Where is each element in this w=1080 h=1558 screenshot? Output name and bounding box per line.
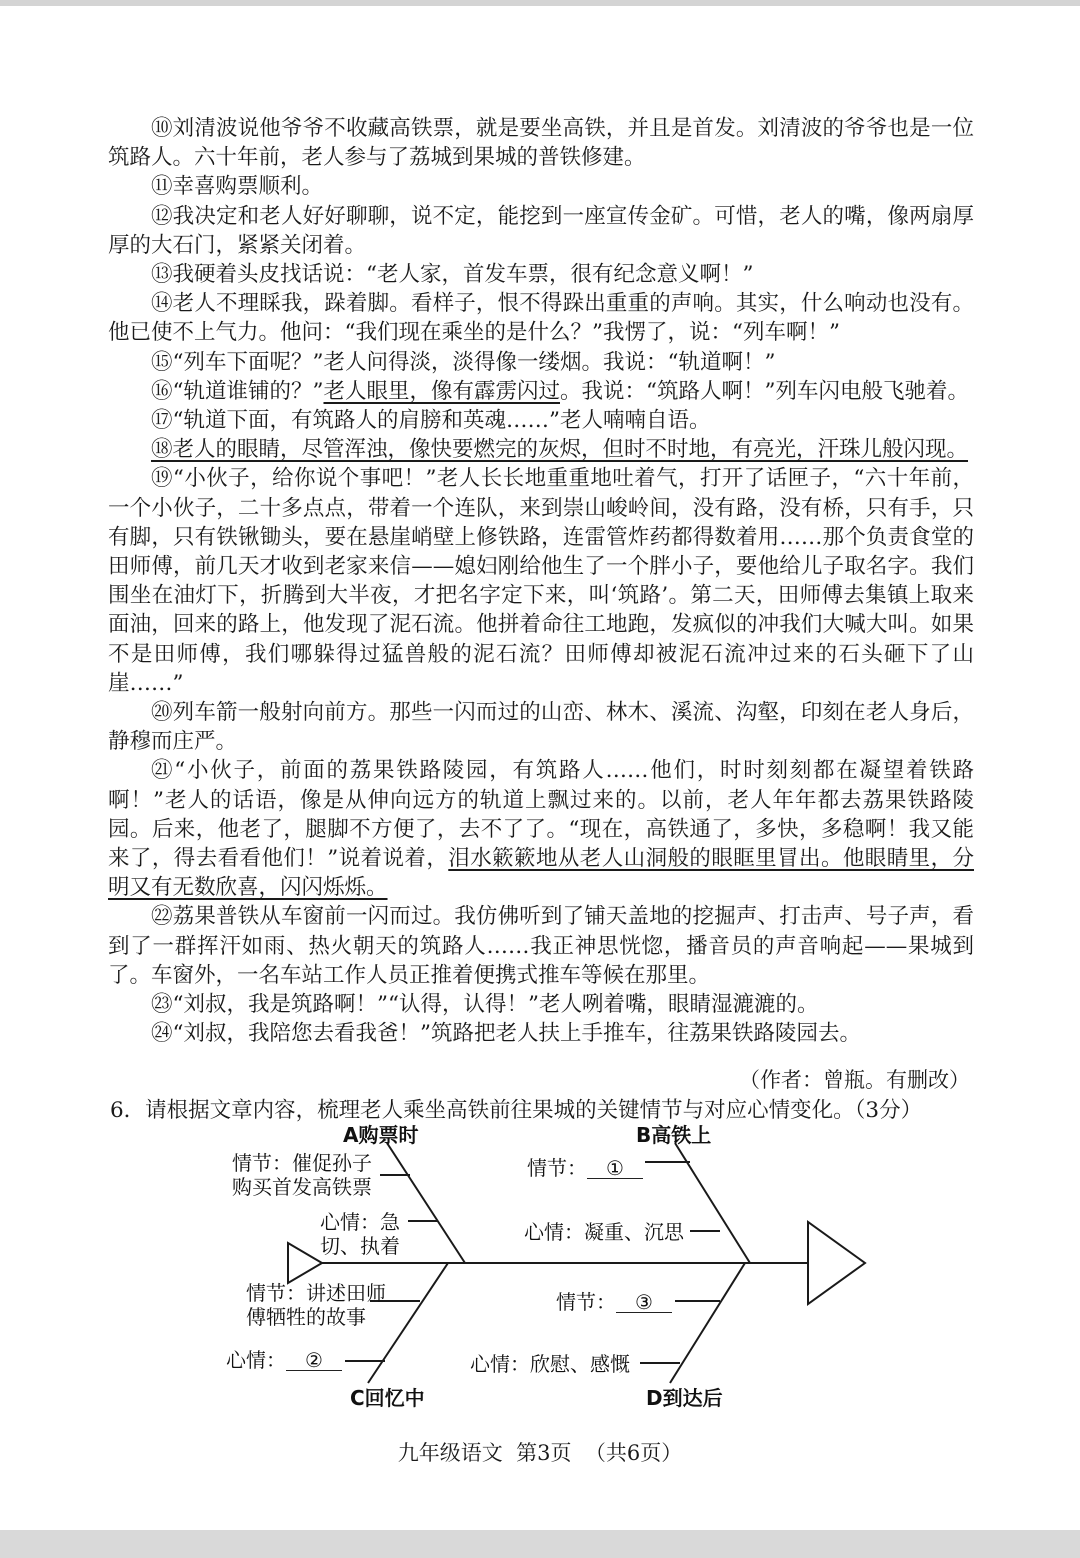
paragraph-text: ㉑“小伙子，前面的荔果铁路陵园，有筑路人……他们，时时刻刻都在凝望着铁路啊！”老人的话语，像是从伸向远方的轨道上飘过来的。以前，老人年年都去荔果铁路陵园。后来，他老了，腿脚不方便了，去不了了。“现在，高铁通了，多快，多稳啊！我又能来了，得去看看他们！”说着说着， [108,758,974,872]
paragraph [108,348,974,377]
paragraph-text: ⑰“轨道下面，有筑路人的肩膀和英魂……”老人喃喃自语。 [151,408,711,434]
answer-blank-1[interactable]: ① [587,1158,643,1179]
a-plot-line2: 购买首发高铁票 [232,1175,372,1199]
c-plot-line1: 情节：讲述田师 [246,1281,386,1305]
paragraph-text: ⑮“列车下面呢？”老人问得淡，淡得像一缕烟。我说：“轨道啊！” [151,349,776,375]
author-credit: （作者：曾瓶。有删改） [739,1068,970,1092]
paragraph [108,289,974,347]
b-mood: 心情：凝重、沉思 [524,1220,684,1244]
paragraph [108,406,974,435]
paragraph [108,756,974,902]
underlined-sentence: 老人眼里，像有霹雳闪过 [323,378,560,404]
paragraph [108,172,974,201]
a-mood-line2: 切、执着 [320,1234,400,1258]
c-mood [226,1348,342,1372]
c-plot-line2: 傅牺牲的故事 [246,1305,366,1329]
c-mood-label: 心情： [226,1348,286,1372]
b-plot-label: 情节： [527,1156,587,1180]
head-triangle [808,1222,865,1304]
b-plot [527,1156,643,1180]
paragraph [108,464,974,698]
paragraph-text: ㉔“刘叔，我陪您去看我爸！”筑路把老人扶上手推车，往荔果铁路陵园去。 [151,1021,861,1047]
question-6: 6．请根据文章内容，梳理老人乘坐高铁前往果城的关键情节与对应心情变化。（3分） [110,1098,923,1123]
d-plot-label: 情节： [556,1290,616,1314]
paragraph-text: ⑩刘清波说他爷爷不收藏高铁票，就是要坐高铁，并且是首发。刘清波的爷爷也是一位筑路人。六十年前，老人参与了荔城到果城的普铁修建。 [108,116,974,171]
underlined-sentence: 泪水簌簌地从老人山洞般的眼眶里冒出。他眼睛里，分明又有无数欣喜，闪闪烁烁。 [108,846,974,901]
tail-triangle [288,1243,322,1283]
paragraph-text: ⑪幸喜购票顺利。 [151,174,324,200]
label-d-title: D到达后 [646,1386,723,1410]
a-mood-line1: 心情：急 [320,1210,400,1234]
paragraph [108,902,974,990]
paragraph-text: ⑯“轨道谁铺的？” [151,378,324,404]
paragraph-text: ⑬我硬着头皮找话说：“老人家，首发车票，很有纪念意义啊！” [151,262,754,288]
paragraph-text: ⑳列车箭一般射向前方。那些一闪而过的山峦、林木、溪流、沟壑，印刻在老人身后，静穆而庄严。 [108,700,974,755]
paragraph [108,202,974,260]
bone-d [670,1263,745,1383]
d-plot [556,1290,672,1314]
paragraph [108,435,974,464]
a-plot-line1: 情节：催促孙子 [232,1151,372,1175]
paragraph [108,990,974,1019]
paragraph-text: ⑫我决定和老人好好聊聊，说不定，能挖到一座宣传金矿。可惜，老人的嘴，像两扇厚厚的大石门，紧紧关闭着。 [108,203,974,258]
paragraph-text: ⑭老人不理睬我，跺着脚。看样子，恨不得跺出重重的声响。其实，什么响动也没有。他已使不上气力。他问：“我们现在乘坐的是什么？”我愣了，说：“列车啊！” [108,291,974,346]
answer-blank-2[interactable]: ② [286,1350,342,1371]
paragraph [108,377,974,406]
paragraph [108,114,974,172]
page-footer: 九年级语文 第3页 （共6页） [397,1441,683,1465]
label-a-title: A购票时 [343,1123,419,1147]
paragraph [108,698,974,756]
paragraph-text: 。我说：“筑路人啊！”列车闪电般飞驰着。 [560,378,969,404]
scan-bottom-edge [0,1530,1080,1558]
paragraph [108,1019,974,1048]
paragraph-text: ㉒荔果普铁从车窗前一闪而过。我仿佛听到了铺天盖地的挖掘声、打击声、号子声，看到了一群挥汗如雨、热火朝天的筑路人……我正神思恍惚，播音员的声音响起——果城到了。车窗外，一名车站工作人员正推着便携式推车等候在那里。 [108,904,974,988]
answer-blank-3[interactable]: ③ [616,1292,672,1313]
paragraph [108,260,974,289]
passage-text [108,114,974,1049]
label-c-title: C回忆中 [350,1386,425,1410]
paragraph-text: ㉓“刘叔，我是筑路啊！”“认得，认得！”老人咧着嘴，眼睛湿漉漉的。 [151,992,819,1018]
fishbone-diagram [0,1115,1080,1415]
underlined-sentence: ⑱老人的眼睛，尽管浑浊，像快要燃完的灰烬，但时不时地，有亮光，汗珠儿般闪现。 [151,437,969,463]
paragraph-text: ⑲“小伙子，给你说个事吧！”老人长长地重重地吐着气，打开了话匣子，“六十年前，一个小伙子，二十多点点，带着一个连队，来到崇山峻岭间，没有路，没有桥，只有手，只有脚，只有铁锹锄头，要在悬崖峭壁上修铁路，连雷管炸药都得数着用……那个负责食堂的田师傅，前几天才收到老家来信——媳妇刚给他生了一个胖小子，要他给儿子取名字。我们围坐在油灯下，折腾到大半夜，才把名字定下来，叫‘筑路’。第二天，田师傅去集镇上取来面油，回来的路上，他发现了泥石流。他拼着命往工地跑，发疯似的冲我们大喊大叫。如果不是田师傅，我们哪躲得过猛兽般的泥石流？田师傅却被泥石流冲过来的石头砸下了山崖……” [108,466,974,696]
label-b-title: B高铁上 [636,1123,712,1147]
scan-top-edge [0,0,1080,6]
d-mood: 心情：欣慰、感慨 [470,1352,630,1376]
